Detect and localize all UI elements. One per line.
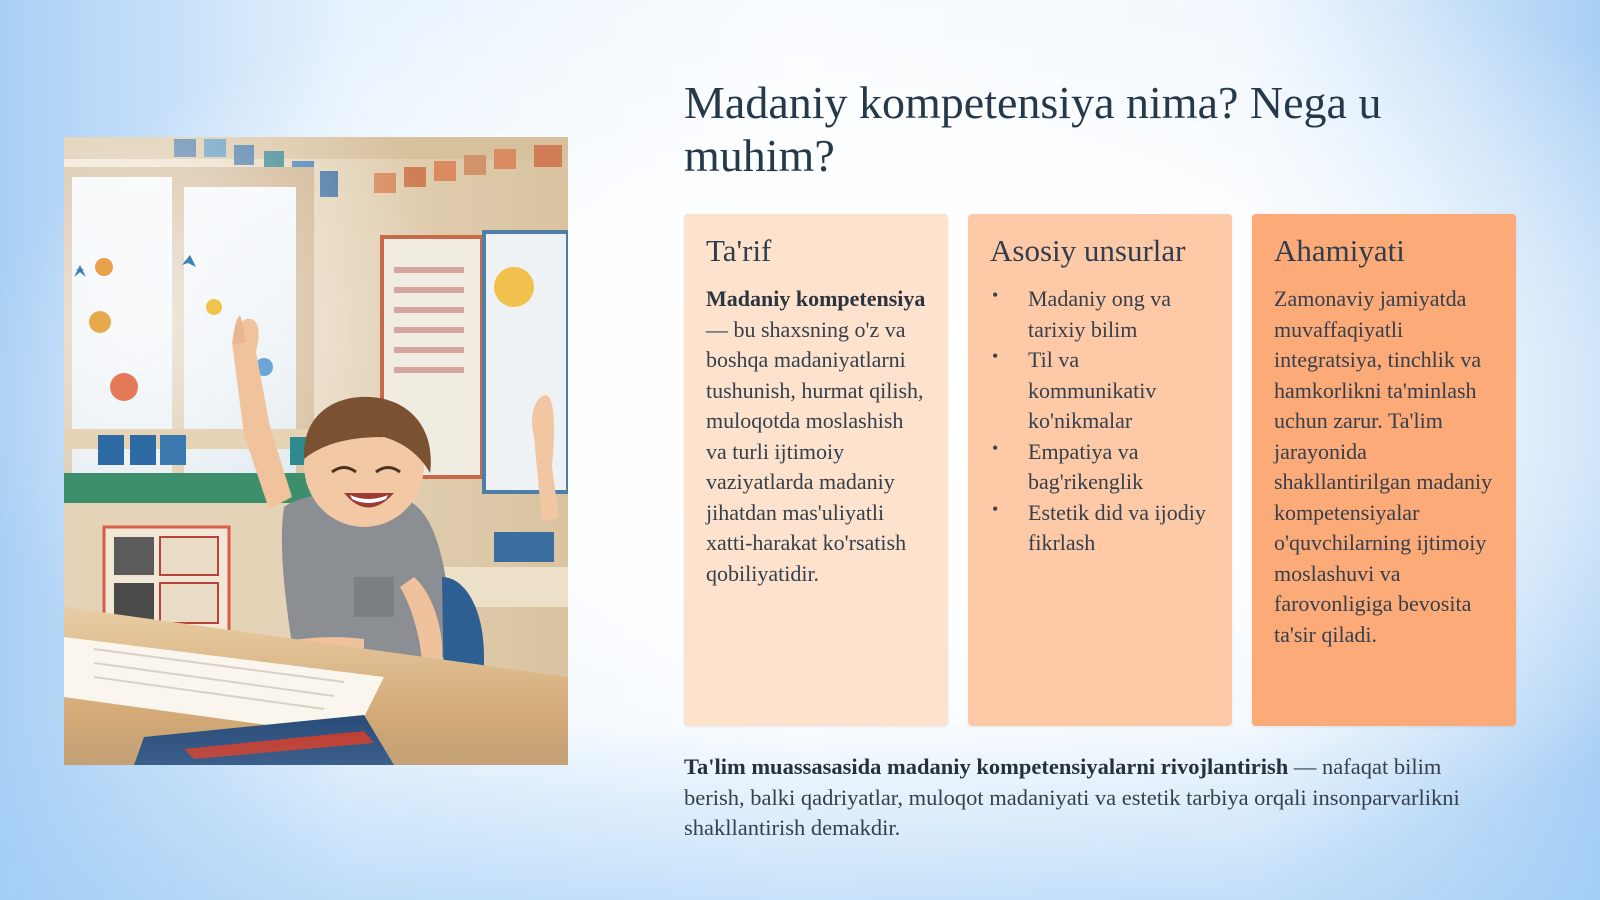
list-item-text: Til va kommunikativ ko'nikmalar — [1028, 347, 1157, 433]
bullet-icon: • — [992, 346, 999, 366]
definition-heading: Ta'rif — [706, 233, 772, 268]
definition-text — [706, 284, 926, 589]
summary-paragraph — [684, 752, 1504, 844]
list-item-text: Estetik did va ijodiy fikrlash — [1028, 499, 1206, 555]
bullet-icon: • — [992, 437, 999, 458]
list-item — [990, 437, 1210, 498]
summary-text: — nafaqat bilim berish, balki qadriyatlar, muloqot madaniyati va estetik tarbiya orqali insonparvarlikni shakllantirish demakdir. — [684, 754, 1460, 840]
importance-heading: Ahamiyati — [1274, 233, 1405, 268]
list-item — [990, 345, 1210, 437]
importance-text: Zamonaviy jamiyatda muvaffaqiyatli integratsiya, tinchlik va hamkorlikni ta'minlash uchun zarur. Ta'lim jarayonida shakllantirilgan madaniy kompetensiyalar o'quvchilarning ijtimoiy moslashuvi va farovonligiga bevosita ta'sir qiladi. — [1274, 286, 1493, 647]
definition-card — [684, 214, 948, 726]
key-elements-heading: Asosiy unsurlar — [990, 233, 1186, 268]
list-item — [990, 284, 1210, 345]
list-item — [990, 498, 1210, 559]
bullet-icon: • — [992, 285, 999, 305]
key-elements-card — [968, 214, 1232, 726]
bullet-icon: • — [992, 498, 999, 519]
classroom-photo — [64, 137, 568, 765]
child-raising-hand-illustration — [64, 137, 568, 765]
importance-card — [1252, 214, 1516, 726]
list-item-text: Madaniy ong va tarixiy bilim — [1028, 286, 1171, 342]
definition-body: — bu shaxsning o'z va boshqa madaniyatlarni tushunish, hurmat qilish, muloqotda moslashish va turli ijtimoiy vaziyatlarda madaniy jihatdan mas'uliyatli xatti-harakat ko'rsatish qobiliyatidir. — [706, 316, 924, 586]
key-elements-list — [990, 284, 1210, 559]
definition-term: Madaniy kompetensiya — [706, 286, 926, 311]
summary-bold: Ta'lim muassasasida madaniy kompetensiyalarni rivojlantirish — [684, 754, 1289, 779]
slide-title: Madaniy kompetensiya nima? Nega u muhim? — [684, 77, 1382, 181]
list-item-text: Empatiya va bag'rikenglik — [1028, 438, 1144, 494]
